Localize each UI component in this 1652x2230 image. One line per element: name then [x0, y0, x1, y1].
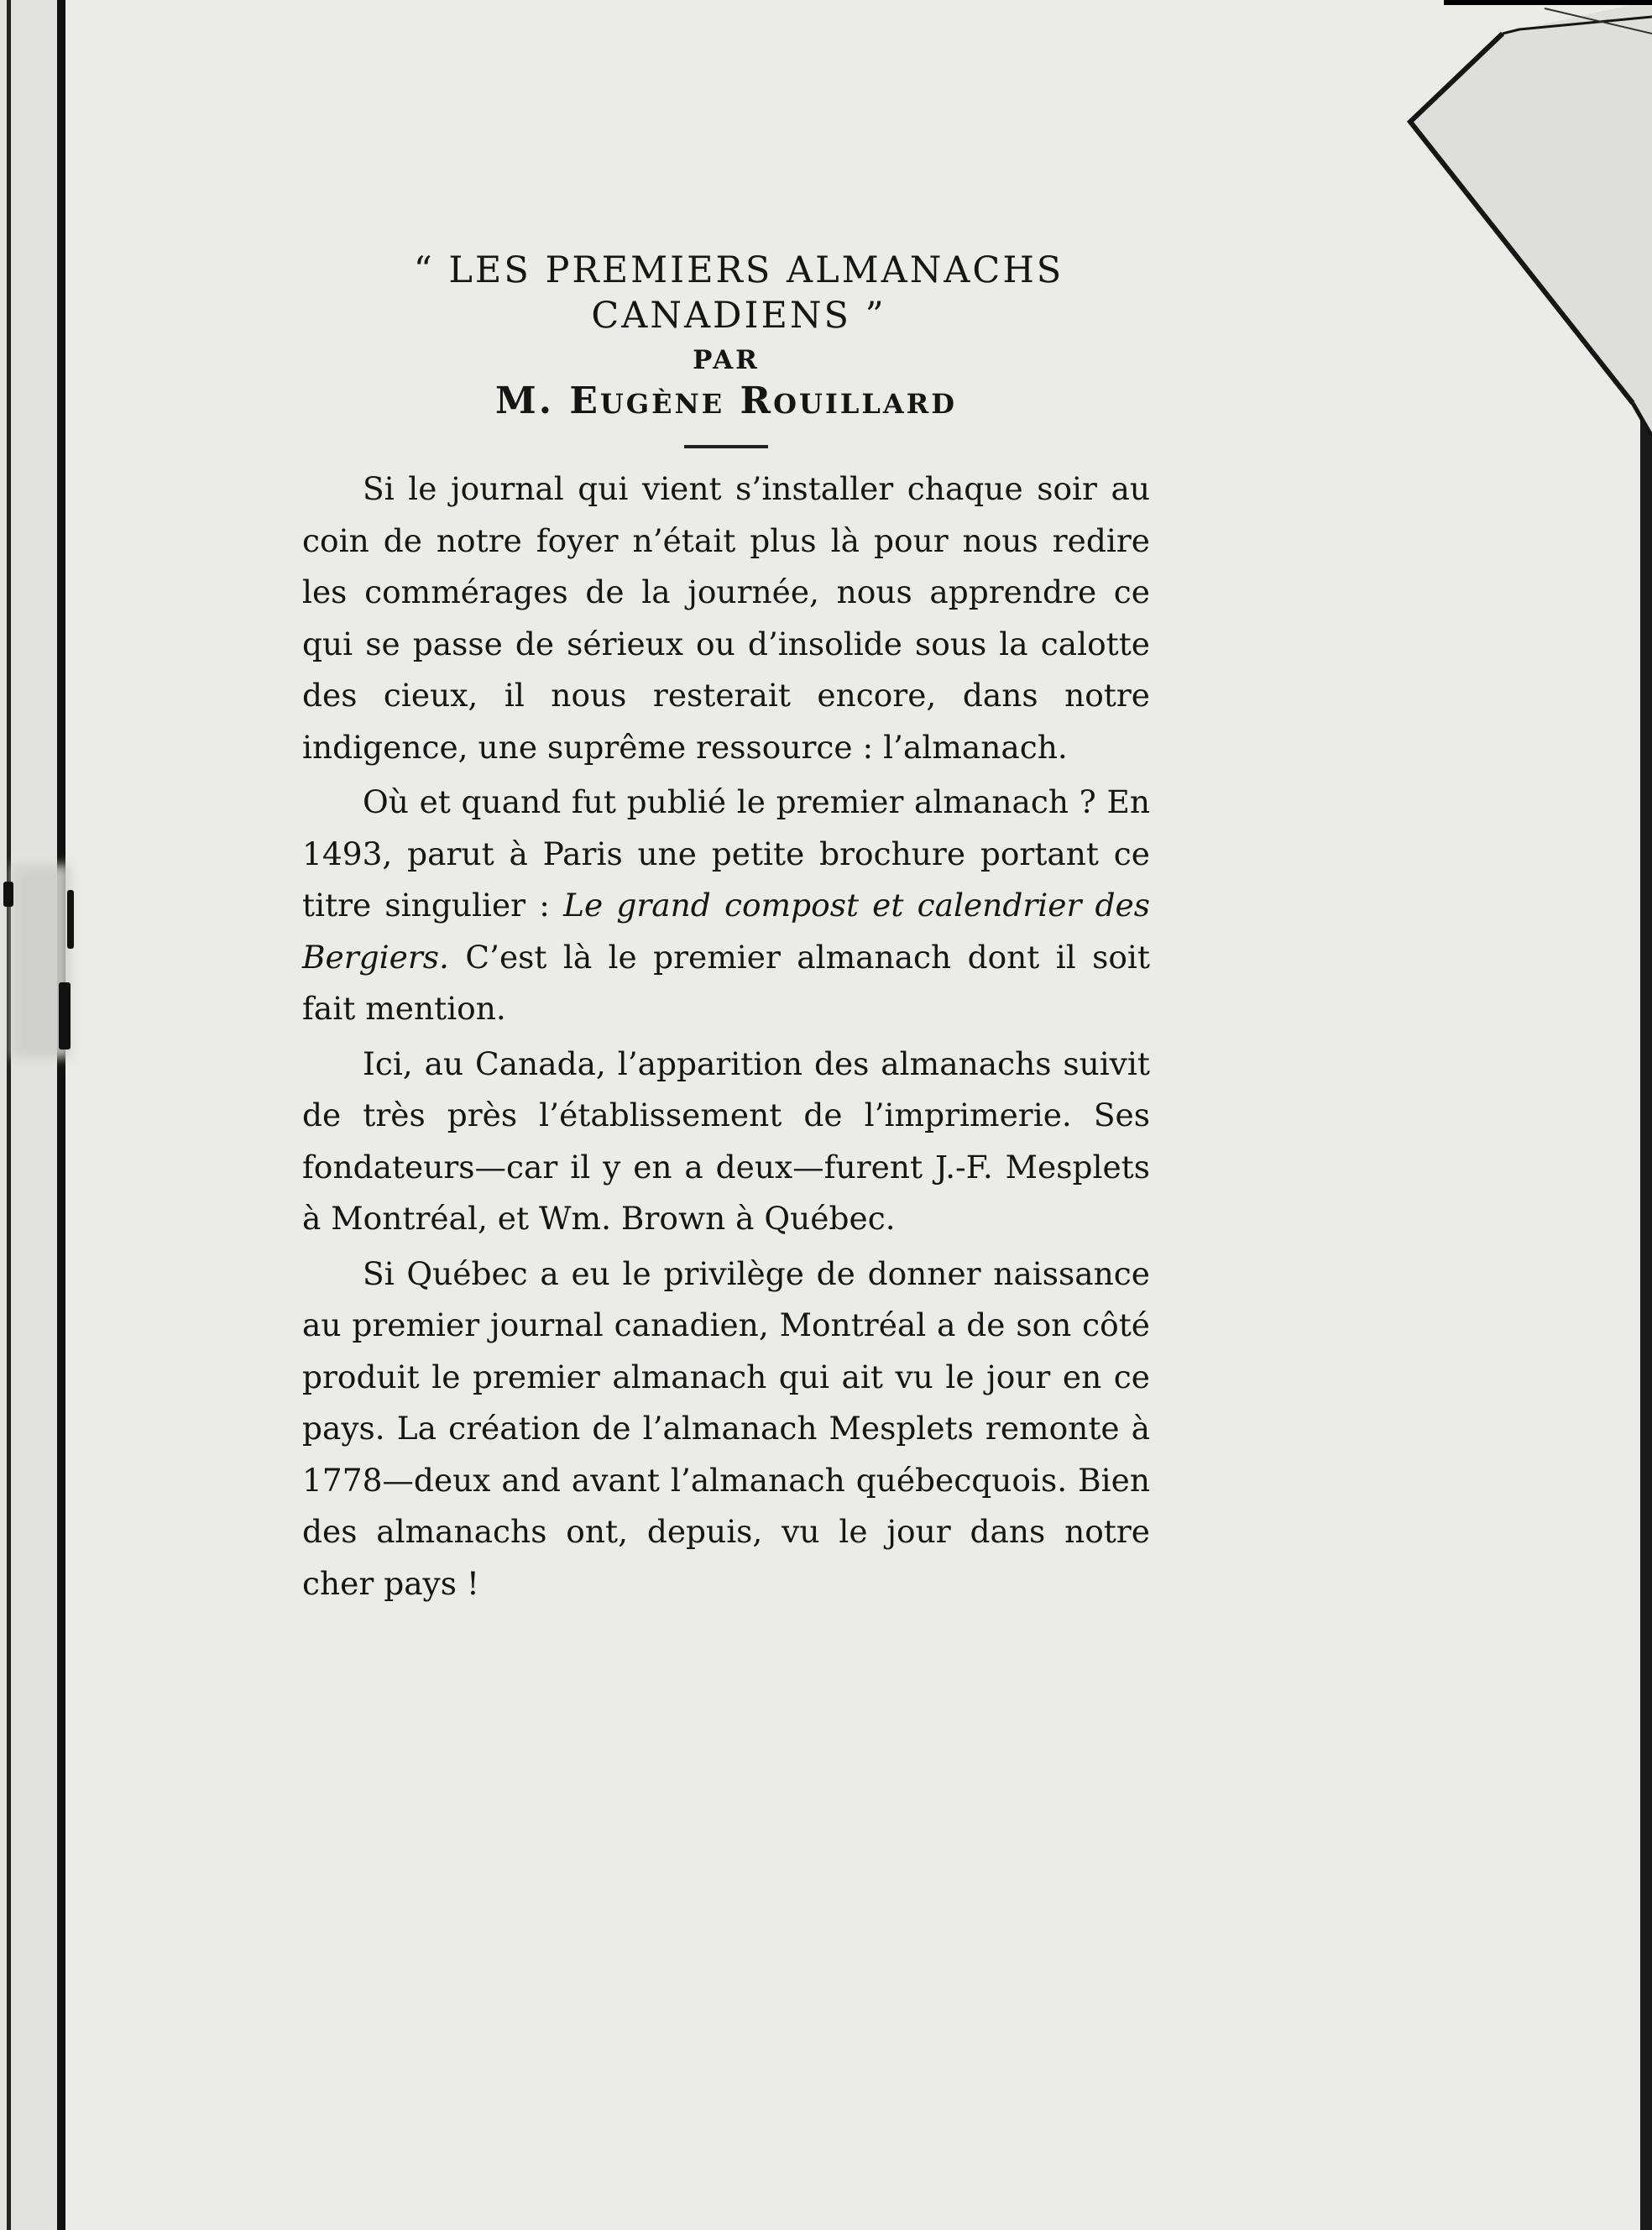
article-title [302, 248, 1150, 338]
paragraph-text: C’est là le premier almanach dont il soit fait mention. [302, 938, 1150, 1027]
binding-mark [67, 890, 74, 949]
author-last-rest: OUILLARD [773, 388, 957, 420]
article [302, 248, 1150, 1613]
paragraph-text: Où et quand fut publié le premier almanach ? En 1493, parut à Paris une petite brochure portant ce titre singulier : [302, 783, 1150, 924]
binding-mark [59, 982, 71, 1050]
paragraph: Si Québec a eu le privilège de donner naissance au premier journal canadien, Montréal a de son côté produit le premier almanach qui ait vu le jour en ce pays. La création de l’almanach Mesplets remonte à 1778—deux and avant l’almanach québecquois. Bien des almanachs ont, depuis, vu le jour dans notre cher pays ! [302, 1254, 1150, 1602]
title-line-1: “ LES PREMIERS ALMANACHS [413, 249, 1064, 291]
article-body [302, 463, 1150, 1610]
author-name [302, 377, 1150, 428]
author-prefix: M. E [495, 380, 600, 422]
author-first-rest: UGÈNE [599, 388, 725, 420]
title-rule [684, 445, 768, 448]
author-last-initial: R [740, 380, 774, 422]
paragraph: Ici, au Canada, l’apparition des almanachs suivit de très près l’établissement de l’imprimerie. Ses fondateurs—car il y en a deux—furent J.-F. Mesplets à Montréal, et Wm. Brown à Québec. [302, 1044, 1150, 1237]
paragraph [302, 777, 1150, 1035]
byline-par: PAR [693, 345, 760, 375]
paragraph: Si le journal qui vient s’installer chaque soir au coin de notre foyer n’était plus là pour nous redire les commérages de la journée, nous apprendre ce qui se passe de sérieux ou d’insolide sous la calotte des cieux, il nous resterait encore, dans notre indigence, une suprême ressource : l’almanach. [302, 470, 1150, 766]
italic-title: Le grand compost et calendrier des Bergiers. [302, 887, 1150, 976]
binding-mark [3, 882, 13, 907]
title-line-2: CANADIENS ” [591, 295, 886, 337]
